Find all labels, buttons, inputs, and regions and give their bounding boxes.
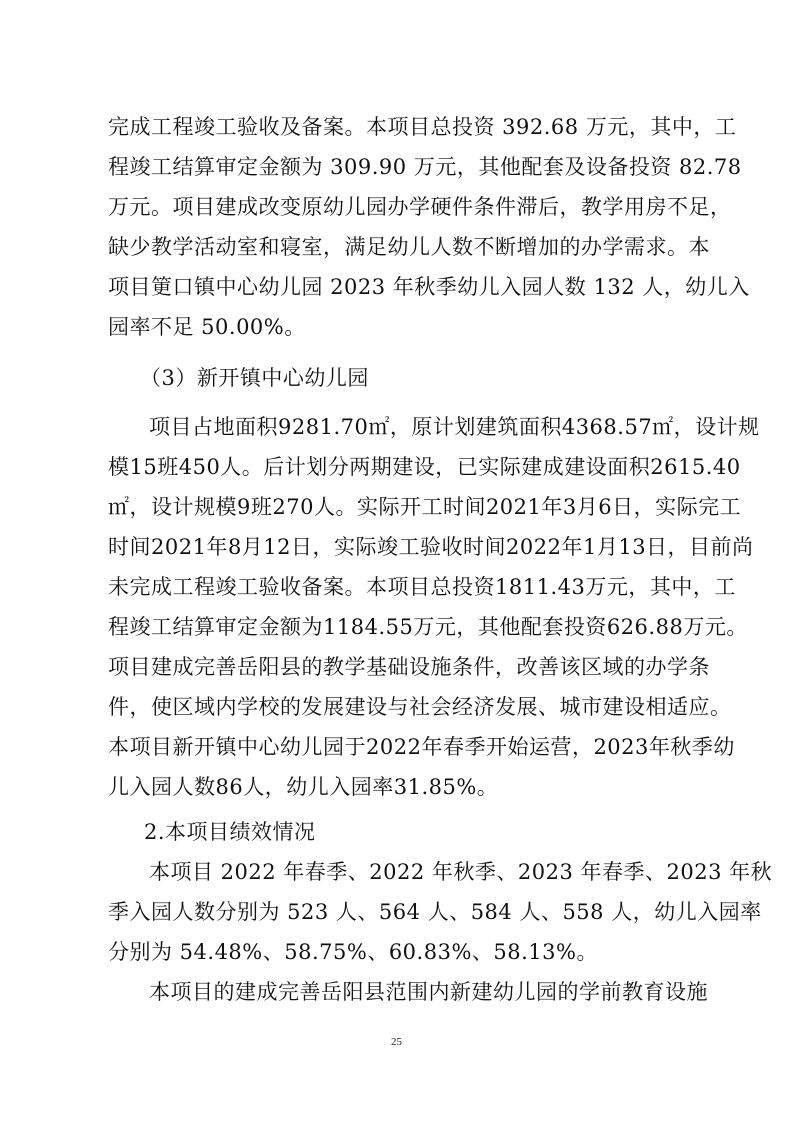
paragraph-line: 模15班450人。后计划分两期建设，已实际建成建设面积2615.40 — [108, 455, 741, 479]
page-number: 25 — [391, 1036, 402, 1048]
paragraph-line: 季入园人数分别为 523 人、564 人、584 人、558 人，幼儿入园率 — [108, 900, 762, 924]
section-heading: 2.本项目绩效情况 — [144, 820, 316, 844]
paragraph-line: 件，使区域内学校的发展建设与社会经济发展、城市建设相适应。 — [108, 695, 732, 719]
paragraph-line: 本项目 2022 年春季、2022 年秋季、2023 年春季、2023 年秋 — [149, 860, 773, 884]
paragraph-line: 项目建成完善岳阳县的教学基础设施条件，改善该区域的办学条 — [108, 655, 710, 679]
paragraph-line: 完成工程竣工验收及备案。本项目总投资 392.68 万元，其中，工 — [108, 115, 737, 139]
paragraph-line: 万元。项目建成改变原幼儿园办学硬件条件滞后，教学用房不足， — [108, 195, 732, 219]
section-heading: （3）新开镇中心幼儿园 — [140, 366, 369, 390]
paragraph-line: 本项目的建成完善岳阳县范围内新建幼儿园的学前教育设施 — [149, 980, 708, 1004]
paragraph-line: 园率不足 50.00%。 — [108, 315, 306, 339]
paragraph-line: 儿入园人数86人，幼儿入园率31.85%。 — [108, 775, 499, 799]
paragraph-line: 程竣工结算审定金额为1184.55万元，其他配套投资626.88万元。 — [108, 615, 748, 639]
paragraph-line: 项目占地面积9281.70㎡，原计划建筑面积4368.57㎡，设计规 — [149, 415, 760, 439]
paragraph-line: 缺少教学活动室和寝室，满足幼儿人数不断增加的办学需求。本 — [108, 235, 710, 259]
paragraph-line: 时间2021年8月12日，实际竣工验收时间2022年1月13日，目前尚 — [108, 535, 754, 559]
paragraph-line: ㎡，设计规模9班270人。实际开工时间2021年3月6日，实际完工 — [108, 495, 742, 519]
paragraph-line: 分别为 54.48%、58.75%、60.83%、58.13%。 — [108, 940, 598, 964]
paragraph-line: 本项目新开镇中心幼儿园于2022年春季开始运营，2023年秋季幼 — [108, 735, 735, 759]
paragraph-line: 未完成工程竣工验收备案。本项目总投资1811.43万元，其中，工 — [108, 575, 736, 599]
paragraph-line: 程竣工结算审定金额为 309.90 万元，其他配套及设备投资 82.78 — [108, 155, 742, 179]
paragraph-line: 项目筻口镇中心幼儿园 2023 年秋季幼儿入园人数 132 人，幼儿入 — [108, 275, 750, 299]
